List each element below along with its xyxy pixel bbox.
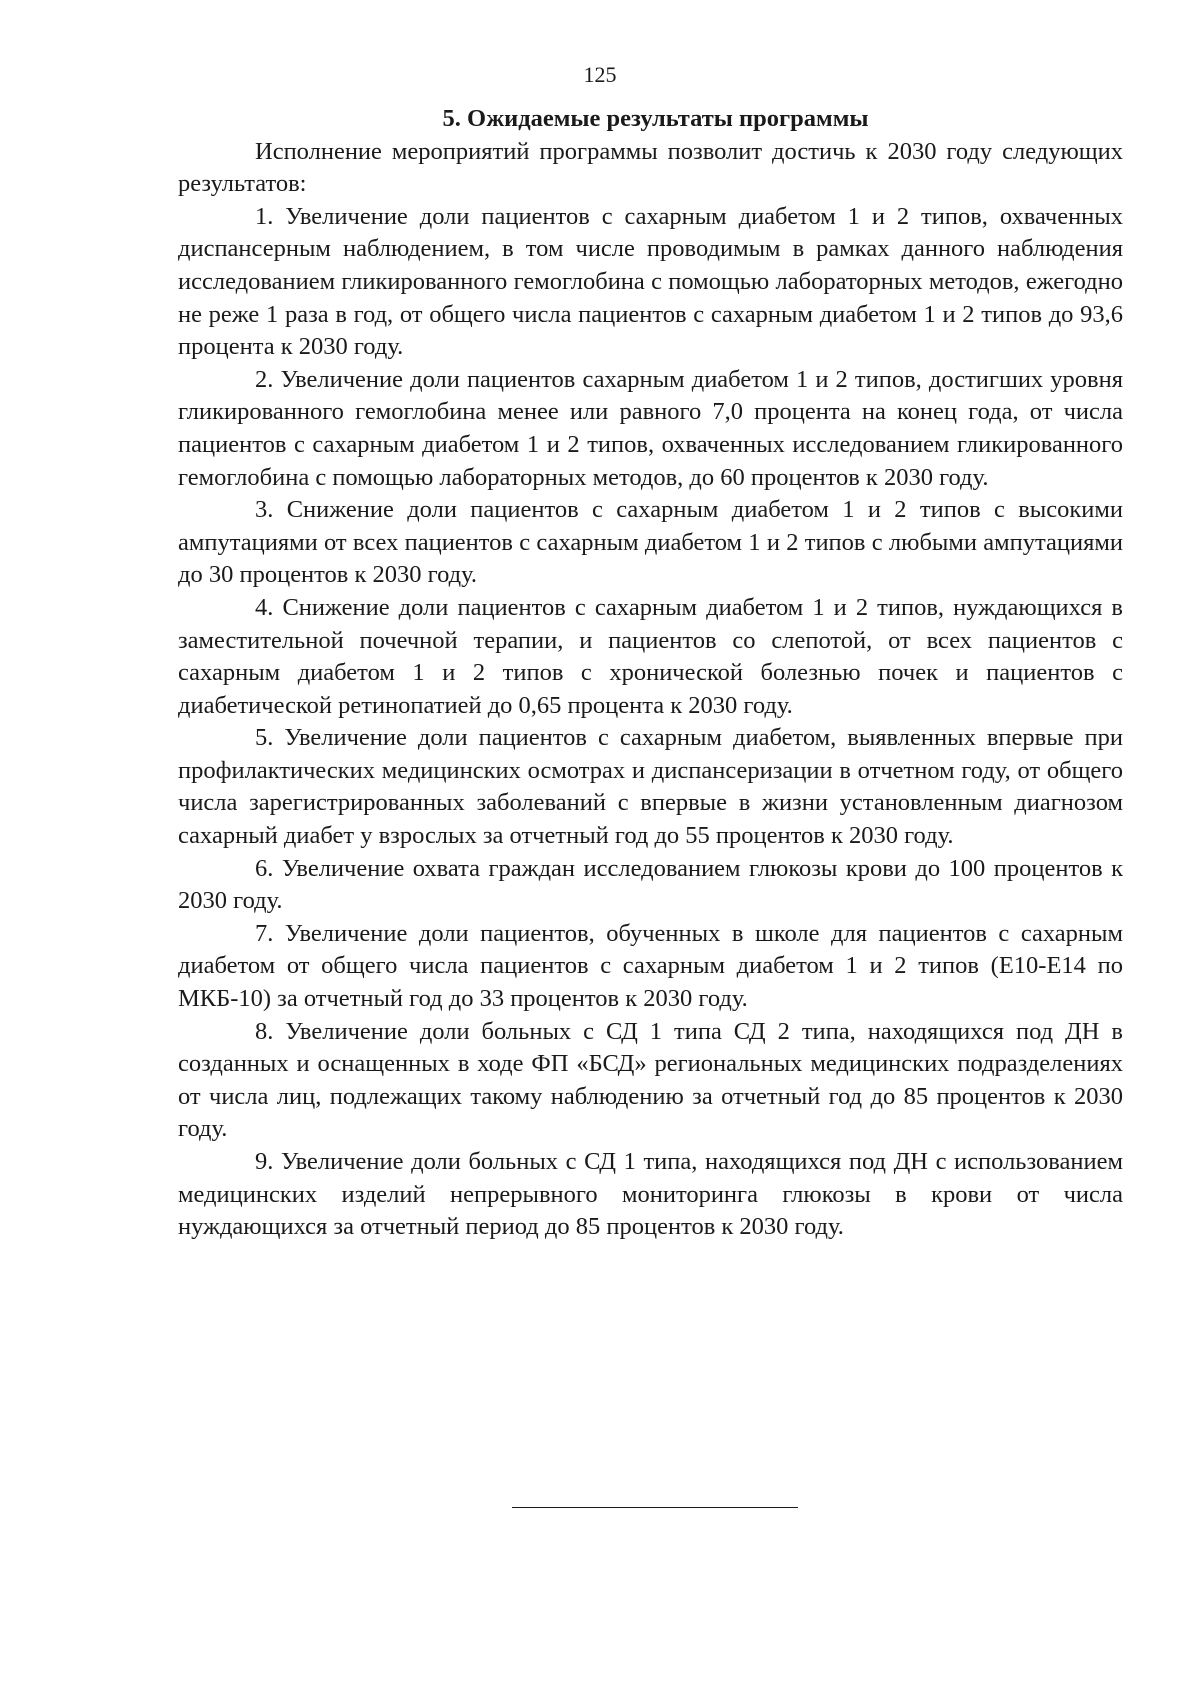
end-of-section-divider (512, 1507, 798, 1508)
result-item: 2. Увеличение доли пациентов сахарным диабетом 1 и 2 типов, достигших уровня гликированного гемоглобина менее или равного 7,0 процента на конец года, от числа пациентов с сахарным диабетом 1 и 2 типов, охваченных исследованием гликированного гемоглобина с помощью лабораторных методов, до 60 процентов к 2030 году. (178, 365, 1123, 491)
result-item: 9. Увеличение доли больных с СД 1 типа, находящихся под ДН с использованием медицинских изделий непрерывного мониторинга глюкозы в крови от числа нуждающихся за отчетный период до 85 процентов к 2030 году. (178, 1148, 1123, 1241)
result-item: 3. Снижение доли пациентов с сахарным диабетом 1 и 2 типов с высокими ампутациями от всех пациентов с сахарным диабетом 1 и 2 типов с любыми ампутациями до 30 процентов к 2030 году. (178, 496, 1123, 589)
page-content (178, 103, 1123, 1244)
result-item: 4. Снижение доли пациентов с сахарным диабетом 1 и 2 типов, нуждающихся в заместительной почечной терапии, и пациентов со слепотой, от всех пациентов с сахарным диабетом 1 и 2 типов с хронической болезнью почек и пациентов с диабетической ретинопатией до 0,65 процента к 2030 году. (178, 593, 1123, 719)
result-item: 7. Увеличение доли пациентов, обученных в школе для пациентов с сахарным диабетом от общего числа пациентов с сахарным диабетом 1 и 2 типов (Е10-Е14 по МКБ-10) за отчетный год до 33 процентов к 2030 году. (178, 919, 1123, 1013)
result-item: 8. Увеличение доли больных с СД 1 типа СД 2 типа, находящихся под ДН в созданных и оснащенных в ходе ФП «БСД» региональных медицинских подразделениях от числа лиц, подлежащих такому наблюдению за отчетный год до 85 процентов к 2030 году. (178, 1017, 1123, 1143)
result-item: 6. Увеличение охвата граждан исследованием глюкозы крови до 100 процентов к 2030 году. (178, 854, 1123, 915)
section-heading: 5. Ожидаемые результаты программы (442, 105, 869, 132)
result-item: 5. Увеличение доли пациентов с сахарным диабетом, выявленных впервые при профилактических медицинских осмотрах и диспансеризации в отчетном году, от общего числа зарегистрированных заболеваний с впервые в жизни установленным диагнозом сахарный диабет у взрослых за отчетный год до 55 процентов к 2030 году. (178, 724, 1123, 850)
intro-paragraph: Исполнение мероприятий программы позволит достичь к 2030 году следующих результатов: (178, 137, 1123, 198)
result-item: 1. Увеличение доли пациентов с сахарным диабетом 1 и 2 типов, охваченных диспансерным наблюдением, в том числе проводимым в рамках данного наблюдения исследованием гликированного гемоглобина с помощью лабораторных методов, ежегодно не реже 1 раза в год, от общего числа пациентов с сахарным диабетом 1 и 2 типов до 93,6 процента к 2030 году. (178, 202, 1123, 361)
page-number: 125 (583, 62, 617, 87)
